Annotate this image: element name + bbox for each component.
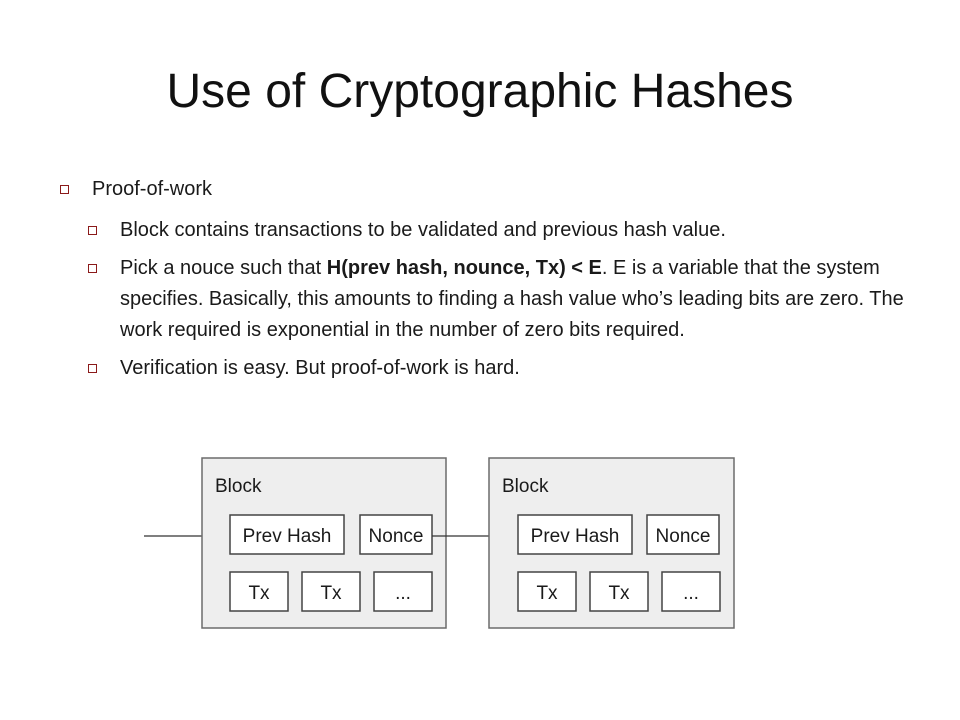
bullet-proof-of-work: [58, 174, 908, 205]
tx-label: Tx: [608, 583, 630, 604]
square-bullet-icon: [88, 364, 97, 373]
bullet-text-prefix: Pick a nouce such that: [120, 257, 327, 279]
square-bullet-icon: [60, 185, 69, 194]
square-bullet-icon: [88, 226, 97, 235]
square-bullet-icon: [88, 264, 97, 273]
nonce-label: Nonce: [655, 526, 711, 547]
sub-bullet-block-contents: [58, 215, 908, 246]
block-1: [202, 458, 446, 628]
block-label: Block: [502, 476, 549, 497]
ellipsis-label: ...: [683, 583, 699, 604]
tx-label: Tx: [536, 583, 558, 604]
bullet-text: Verification is easy. But proof-of-work is hard.: [120, 357, 520, 379]
slide-title: Use of Cryptographic Hashes: [166, 65, 794, 118]
prev-hash-label: Prev Hash: [530, 526, 620, 547]
tx-label: Tx: [320, 583, 342, 604]
block-2: [489, 458, 734, 628]
tx-label: Tx: [248, 583, 270, 604]
bullet-formula: H(prev hash, nounce, Tx) < E: [326, 257, 602, 279]
sub-bullet-verification: [58, 353, 908, 384]
prev-hash-label: Prev Hash: [242, 526, 332, 547]
bullet-text: Block contains transactions to be validated and previous hash value.: [120, 219, 726, 241]
sub-bullet-nonce: [58, 253, 908, 346]
block-label: Block: [215, 476, 262, 497]
bullet-list: [58, 174, 908, 391]
bullet-text: Proof-of-work: [92, 178, 213, 200]
nonce-label: Nonce: [368, 526, 424, 547]
ellipsis-label: ...: [395, 583, 411, 604]
bullet-text-suffix: . E is a variable that the system specifies. Basically, this amounts to finding a hash value who’s leading bits are zero. The work required is exponential in the number of zero bits required.: [120, 257, 904, 341]
